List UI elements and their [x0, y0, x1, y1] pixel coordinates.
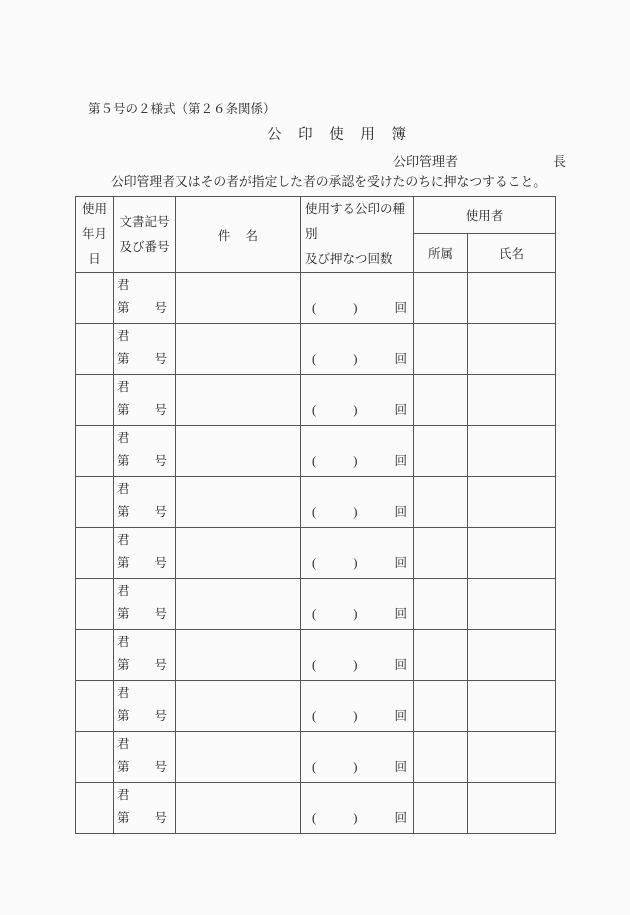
subject-cell	[176, 630, 301, 681]
paren-open: (	[312, 811, 317, 825]
name-cell	[468, 528, 556, 579]
paren-open: (	[312, 301, 317, 315]
name-cell	[468, 477, 556, 528]
stamp-count-line	[301, 501, 413, 524]
count-unit: 回	[394, 811, 407, 825]
doc-prefix: 君	[117, 737, 130, 751]
paren-open: (	[312, 760, 317, 774]
seal-type-cell	[301, 426, 414, 477]
department-cell	[414, 324, 468, 375]
name-cell	[468, 783, 556, 834]
doc-prefix: 君	[117, 380, 130, 394]
subject-cell	[176, 732, 301, 783]
header-usage-date: 使用 年月日	[76, 197, 114, 273]
stamp-count-line	[301, 756, 413, 779]
doc-prefix: 君	[117, 278, 130, 292]
count-unit: 回	[394, 658, 407, 672]
paren-open: (	[312, 607, 317, 621]
seal-manager-role: 長	[553, 154, 567, 169]
table-row	[76, 783, 556, 834]
stamp-count-line	[301, 348, 413, 371]
paren-close: )	[353, 352, 358, 366]
name-cell	[468, 732, 556, 783]
seal-manager-label: 公印管理者	[393, 154, 459, 169]
paren-open: (	[312, 556, 317, 570]
name-cell	[468, 273, 556, 324]
table-row	[76, 528, 556, 579]
department-cell	[414, 273, 468, 324]
department-cell	[414, 426, 468, 477]
department-cell	[414, 681, 468, 732]
seal-type-cell	[301, 324, 414, 375]
header-user-name: 氏名	[468, 233, 556, 272]
doc-prefix: 君	[117, 788, 130, 802]
seal-type-cell	[301, 630, 414, 681]
doc-number-cell	[114, 681, 176, 732]
name-cell	[468, 426, 556, 477]
table-row	[76, 273, 556, 324]
doc-prefix: 君	[117, 329, 130, 343]
subject-cell	[176, 426, 301, 477]
count-unit: 回	[394, 556, 407, 570]
doc-number-cell	[114, 783, 176, 834]
doc-number-line: 第 号	[117, 556, 167, 570]
subject-cell	[176, 783, 301, 834]
department-cell	[414, 732, 468, 783]
subject-cell	[176, 375, 301, 426]
doc-number-line: 第 号	[117, 811, 167, 825]
table-row	[76, 681, 556, 732]
doc-number-line: 第 号	[117, 760, 167, 774]
usage-date-cell	[76, 477, 114, 528]
seal-type-cell	[301, 477, 414, 528]
doc-number-cell	[114, 273, 176, 324]
paren-close: )	[353, 658, 358, 672]
paren-close: )	[353, 454, 358, 468]
usage-date-cell	[76, 681, 114, 732]
stamp-count-line	[301, 603, 413, 626]
paren-close: )	[353, 505, 358, 519]
doc-number-cell	[114, 579, 176, 630]
paren-open: (	[312, 352, 317, 366]
paren-close: )	[353, 301, 358, 315]
count-unit: 回	[394, 403, 407, 417]
doc-number-line: 第 号	[117, 352, 167, 366]
paren-close: )	[353, 760, 358, 774]
form-number: 第５号の２様式（第２６条関係）	[88, 102, 276, 116]
name-cell	[468, 681, 556, 732]
table-row	[76, 630, 556, 681]
seal-type-cell	[301, 732, 414, 783]
department-cell	[414, 375, 468, 426]
stamp-count-line	[301, 807, 413, 830]
table-row	[76, 732, 556, 783]
doc-number-line: 第 号	[117, 505, 167, 519]
table-header	[76, 197, 556, 273]
stamp-count-line	[301, 705, 413, 728]
name-cell	[468, 630, 556, 681]
usage-date-cell	[76, 732, 114, 783]
paren-close: )	[353, 607, 358, 621]
usage-date-cell	[76, 528, 114, 579]
table-row	[76, 324, 556, 375]
department-cell	[414, 630, 468, 681]
paren-close: )	[353, 403, 358, 417]
doc-number-cell	[114, 375, 176, 426]
name-cell	[468, 375, 556, 426]
seal-type-cell	[301, 375, 414, 426]
department-cell	[414, 528, 468, 579]
paren-close: )	[353, 709, 358, 723]
header-seal-type: 使用する公印の種別 及び押なつ回数	[301, 197, 414, 273]
doc-number-cell	[114, 528, 176, 579]
usage-date-cell	[76, 273, 114, 324]
usage-date-cell	[76, 324, 114, 375]
name-cell	[468, 579, 556, 630]
header-user-group: 使用者	[414, 197, 556, 234]
doc-number-cell	[114, 630, 176, 681]
subject-cell	[176, 579, 301, 630]
paren-open: (	[312, 658, 317, 672]
paren-open: (	[312, 403, 317, 417]
count-unit: 回	[394, 454, 407, 468]
paren-close: )	[353, 556, 358, 570]
usage-date-cell	[76, 426, 114, 477]
usage-date-cell	[76, 579, 114, 630]
seal-type-cell	[301, 273, 414, 324]
doc-prefix: 君	[117, 431, 130, 445]
count-unit: 回	[394, 352, 407, 366]
stamp-count-line	[301, 450, 413, 473]
seal-type-cell	[301, 579, 414, 630]
subject-cell	[176, 681, 301, 732]
stamp-count-line	[301, 297, 413, 320]
table-row	[76, 426, 556, 477]
seal-type-cell	[301, 783, 414, 834]
subject-cell	[176, 528, 301, 579]
count-unit: 回	[394, 709, 407, 723]
stamp-count-line	[301, 399, 413, 422]
header-user-department: 所属	[414, 233, 468, 272]
department-cell	[414, 579, 468, 630]
department-cell	[414, 477, 468, 528]
subject-cell	[176, 273, 301, 324]
table-body	[76, 273, 556, 834]
usage-date-cell	[76, 375, 114, 426]
doc-number-line: 第 号	[117, 403, 167, 417]
doc-prefix: 君	[117, 635, 130, 649]
page-title: 公 印 使 用 簿	[267, 127, 406, 143]
count-unit: 回	[394, 607, 407, 621]
instruction-note: 公印管理者又はその者が指定した者の承認を受けたのちに押なつすること。	[111, 175, 547, 189]
subject-cell	[176, 324, 301, 375]
paren-open: (	[312, 505, 317, 519]
seal-usage-table	[75, 196, 556, 834]
doc-number-cell	[114, 732, 176, 783]
doc-prefix: 君	[117, 584, 130, 598]
seal-type-cell	[301, 681, 414, 732]
paren-open: (	[312, 454, 317, 468]
usage-date-cell	[76, 783, 114, 834]
doc-number-cell	[114, 426, 176, 477]
doc-number-cell	[114, 324, 176, 375]
stamp-count-line	[301, 654, 413, 677]
header-doc-number: 文書記号 及び番号	[114, 197, 176, 273]
doc-number-line: 第 号	[117, 301, 167, 315]
count-unit: 回	[394, 760, 407, 774]
stamp-count-line	[301, 552, 413, 575]
doc-number-line: 第 号	[117, 709, 167, 723]
count-unit: 回	[394, 505, 407, 519]
doc-number-cell	[114, 477, 176, 528]
table-row	[76, 477, 556, 528]
doc-prefix: 君	[117, 482, 130, 496]
doc-number-line: 第 号	[117, 454, 167, 468]
paren-close: )	[353, 811, 358, 825]
doc-number-line: 第 号	[117, 607, 167, 621]
doc-prefix: 君	[117, 533, 130, 547]
table-row	[76, 579, 556, 630]
doc-number-line: 第 号	[117, 658, 167, 672]
seal-type-cell	[301, 528, 414, 579]
doc-prefix: 君	[117, 686, 130, 700]
paren-open: (	[312, 709, 317, 723]
table-row	[76, 375, 556, 426]
header-subject: 件 名	[176, 197, 301, 273]
count-unit: 回	[394, 301, 407, 315]
subject-cell	[176, 477, 301, 528]
usage-date-cell	[76, 630, 114, 681]
department-cell	[414, 783, 468, 834]
name-cell	[468, 324, 556, 375]
